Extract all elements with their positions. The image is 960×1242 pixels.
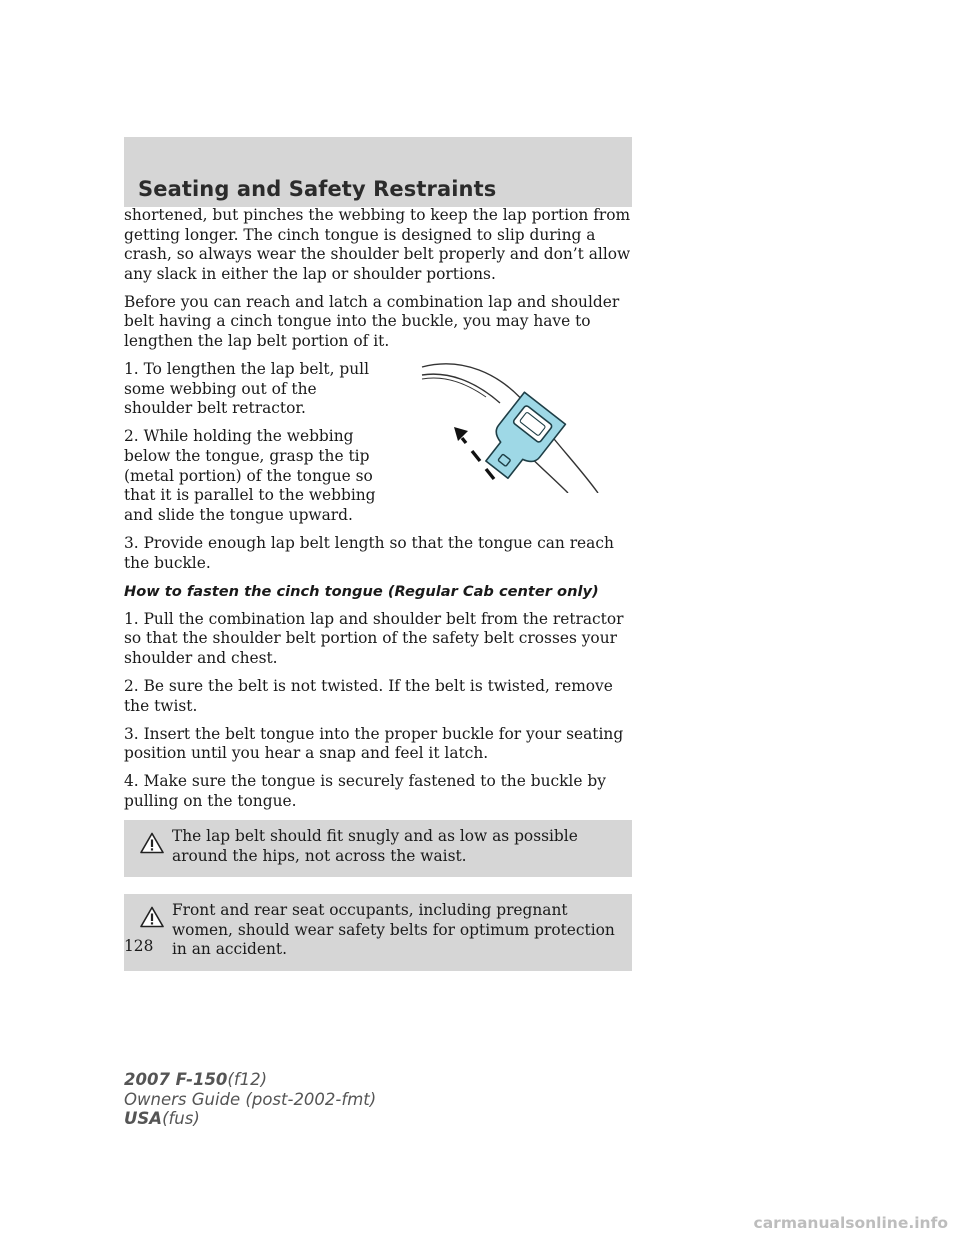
warning-text: The lap belt should fit snugly and as low as possible around the hips, not across the waist. — [172, 827, 578, 865]
footer-model-code: (f12) — [227, 1070, 268, 1089]
warning-triangle-icon — [140, 832, 164, 854]
cinch-tongue-illustration — [420, 353, 602, 493]
warning-text: Front and rear seat occupants, including pregnant women, should wear safety belts for optimum protection in an accident. — [172, 901, 615, 959]
lengthen-step-1: 1. To lengthen the lap belt, pull some webbing out of the shoulder belt retractor. — [124, 360, 370, 418]
footer-market-code: (fus) — [162, 1109, 200, 1128]
watermark: carmanualsonline.info — [753, 1214, 948, 1232]
fasten-step-1: 1. Pull the combination lap and shoulder belt from the retractor so that the shoulder belt portion of the safety belt crosses your shoulder and chest. — [124, 609, 624, 667]
page-content — [124, 206, 632, 988]
lengthen-step-3: 3. Provide enough lap belt length so that the tongue can reach the buckle. — [124, 533, 614, 572]
warning-box-lap-belt — [124, 820, 632, 877]
footer-market: USA — [124, 1109, 163, 1128]
section-header-band — [124, 137, 632, 207]
footer-guide-line: Owners Guide (post-2002-fmt) — [124, 1089, 377, 1109]
section-title: Seating and Safety Restraints — [138, 177, 497, 201]
fasten-step-2: 2. Be sure the belt is not twisted. If the belt is twisted, remove the twist. — [124, 676, 613, 715]
page-number: 128 — [124, 937, 154, 955]
fasten-step-3: 3. Insert the belt tongue into the proper buckle for your seating position until you hear a snap and feel it latch. — [124, 724, 624, 763]
footer-market-line — [124, 1109, 376, 1129]
paragraph-lengthen-intro: Before you can reach and latch a combination lap and shoulder belt having a cinch tongue into the buckle, you may have to lengthen the lap belt portion of it. — [124, 292, 620, 351]
warning-box-occupants — [124, 894, 632, 971]
belt-webbing-inner — [422, 374, 500, 403]
fasten-step-4: 4. Make sure the tongue is securely fastened to the buckle by pulling on the tongue. — [124, 772, 606, 810]
document-footer — [124, 1070, 376, 1129]
fasten-subheading: How to fasten the cinch tongue (Regular Cab center only) — [124, 582, 599, 600]
paragraph-cinch-intro: shortened, but pinches the webbing to keep the lap portion from getting longer. The cinch tongue is designed to slip during a crash, so always wear the shoulder belt properly and don’t allow any slack in either the lap or shoulder portions. — [124, 206, 631, 283]
arrow-icon — [454, 427, 494, 479]
footer-model-line — [124, 1070, 376, 1090]
lengthen-step-2: 2. While holding the webbing below the tongue, grasp the tip (metal portion) of the tongue so that it is parallel to the webbing and slide the tongue upward. — [124, 427, 376, 524]
warning-triangle-icon — [140, 906, 164, 928]
footer-model: 2007 F-150 — [124, 1070, 228, 1089]
